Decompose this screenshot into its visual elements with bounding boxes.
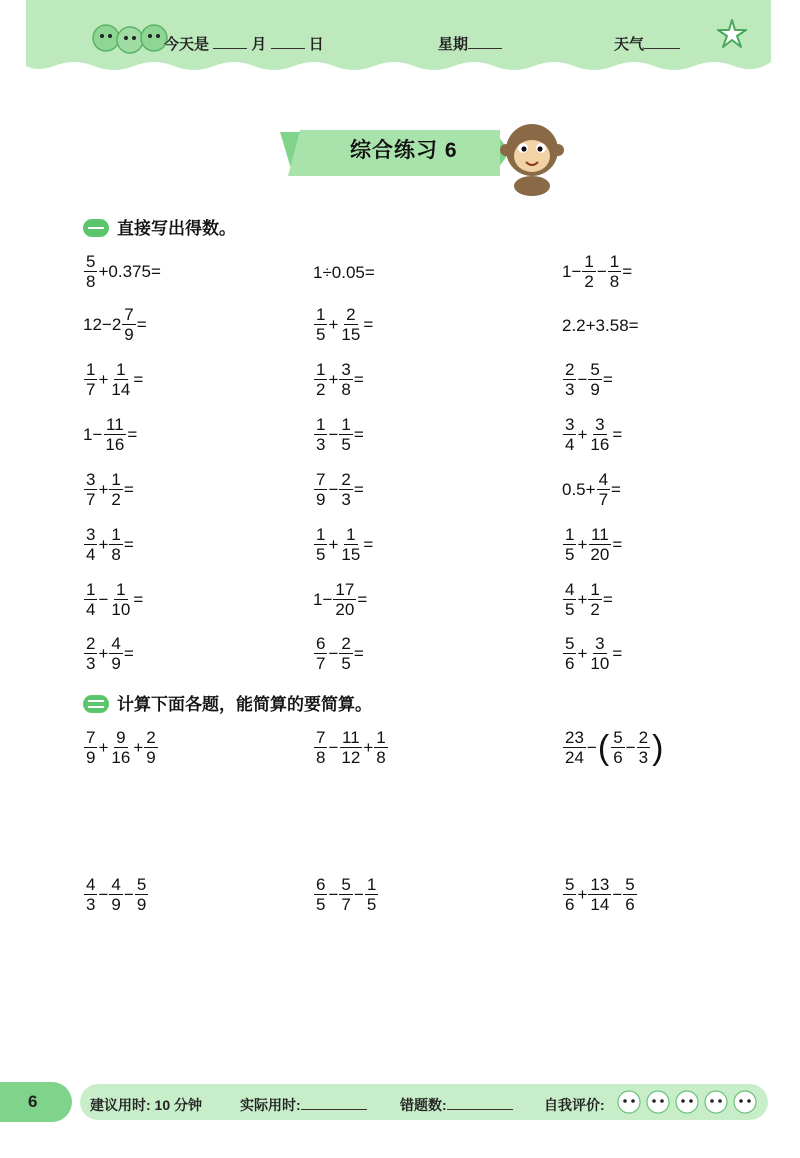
problem-4-1: 1− $\frac{11}{16}$ =	[83, 415, 138, 454]
footer-info-bar	[80, 1084, 768, 1120]
footer	[0, 1082, 780, 1122]
problem-s2-1: $\frac{7}{9}$ + $\frac{9}{16}$ + $\frac{2}{9}$	[86, 728, 156, 767]
problem-6-1: $\frac{3}{4}$ + $\frac{1}{8}$ =	[86, 525, 134, 564]
problem-3-3: $\frac{2}{3}$ − $\frac{5}{9}$ =	[565, 360, 613, 399]
section-2-header	[83, 690, 372, 715]
star-icon	[716, 18, 748, 50]
section-1-number-badge	[83, 219, 109, 237]
actual-time-blank[interactable]	[301, 1097, 367, 1110]
problem-2-2: $\frac{1}{5}$ + $\frac{2}{15}$ =	[316, 305, 374, 344]
problem-3-1: $\frac{1}{7}$ + $\frac{1}{14}$ =	[86, 360, 144, 399]
errors-label: 错题数:	[400, 1097, 447, 1113]
actual-time-label: 实际用时:	[240, 1097, 301, 1113]
problem-s2-2: $\frac{7}{8}$ − $\frac{11}{12}$ + $\frac{1}{8}$	[316, 728, 386, 767]
problem-7-1: $\frac{1}{4}$ − $\frac{1}{10}$ =	[86, 580, 144, 619]
section-2-title: 计算下面各题，能简算的要简算。	[117, 695, 372, 714]
problem-s2-5: $\frac{6}{5}$ − $\frac{5}{7}$ − $\frac{1}{5}$	[316, 875, 377, 914]
suggested-time: 建议用时: 10 分钟	[90, 1097, 203, 1113]
problem-8-2: $\frac{6}{7}$ − $\frac{2}{5}$ =	[316, 634, 364, 673]
problem-3-2: $\frac{1}{2}$ + $\frac{3}{8}$ =	[316, 360, 364, 399]
problem-6-3: $\frac{1}{5}$ + $\frac{11}{20}$ =	[565, 525, 623, 564]
problem-1-2: 1÷0.05=	[313, 263, 375, 282]
weekday-label: 星期	[438, 36, 469, 53]
problem-4-2: $\frac{1}{3}$ − $\frac{1}{5}$ =	[316, 415, 364, 454]
month-blank[interactable]	[213, 34, 247, 49]
day-blank[interactable]	[271, 34, 305, 49]
title-banner	[270, 110, 590, 200]
problem-1-1: $\frac{5}{8}$ +0.375=	[86, 252, 161, 291]
problem-s2-3: $\frac{23}{24}$ − ( $\frac{5}{6}$ − $\frac{2}{3}$ )	[565, 728, 664, 767]
page-number: 6	[28, 1092, 38, 1111]
problem-5-3: 0.5+ $\frac{4}{7}$ =	[562, 470, 621, 509]
self-eval-faces-icon[interactable]	[616, 1089, 761, 1115]
page-title: 综合练习 6	[350, 139, 458, 162]
today-label: 今天是	[164, 36, 210, 53]
problem-s2-6: $\frac{5}{6}$ + $\frac{13}{14}$ − $\frac{5}{6}$	[565, 875, 635, 914]
monkey-icon	[500, 124, 564, 196]
problem-4-3: $\frac{3}{4}$ + $\frac{3}{16}$ =	[565, 415, 623, 454]
section-1-title: 直接写出得数。	[117, 219, 236, 238]
problem-5-1: $\frac{3}{7}$ + $\frac{1}{2}$ =	[86, 470, 134, 509]
problem-5-2: $\frac{7}{9}$ − $\frac{2}{3}$ =	[316, 470, 364, 509]
section-1-header	[83, 214, 236, 239]
problem-8-3: $\frac{5}{6}$ + $\frac{3}{10}$ =	[565, 634, 623, 673]
weather-label: 天气	[614, 36, 645, 53]
self-eval-label: 自我评价:	[544, 1097, 605, 1113]
problem-8-1: $\frac{2}{3}$ + $\frac{4}{9}$ =	[86, 634, 134, 673]
header-band	[26, 0, 771, 78]
problem-1-3: 1− $\frac{1}{2}$ − $\frac{1}{8}$ =	[562, 252, 633, 291]
weather-blank[interactable]	[644, 34, 680, 49]
problem-2-3: 2.2+3.58=	[562, 316, 639, 335]
day-label: 日	[308, 36, 324, 53]
problem-s2-4: $\frac{4}{3}$ − $\frac{4}{9}$ − $\frac{5}{9}$	[86, 875, 147, 914]
problem-6-2: $\frac{1}{5}$ + $\frac{1}{15}$ =	[316, 525, 374, 564]
problem-7-2: 1− $\frac{17}{20}$ =	[313, 580, 368, 619]
problem-7-3: $\frac{4}{5}$ + $\frac{1}{2}$ =	[565, 580, 613, 619]
problem-2-1: 12−2 $\frac{7}{9}$ =	[83, 305, 147, 344]
errors-blank[interactable]	[447, 1097, 513, 1110]
weekday-blank[interactable]	[468, 34, 502, 49]
month-label: 月	[251, 36, 267, 53]
section-2-number-badge	[83, 695, 109, 713]
